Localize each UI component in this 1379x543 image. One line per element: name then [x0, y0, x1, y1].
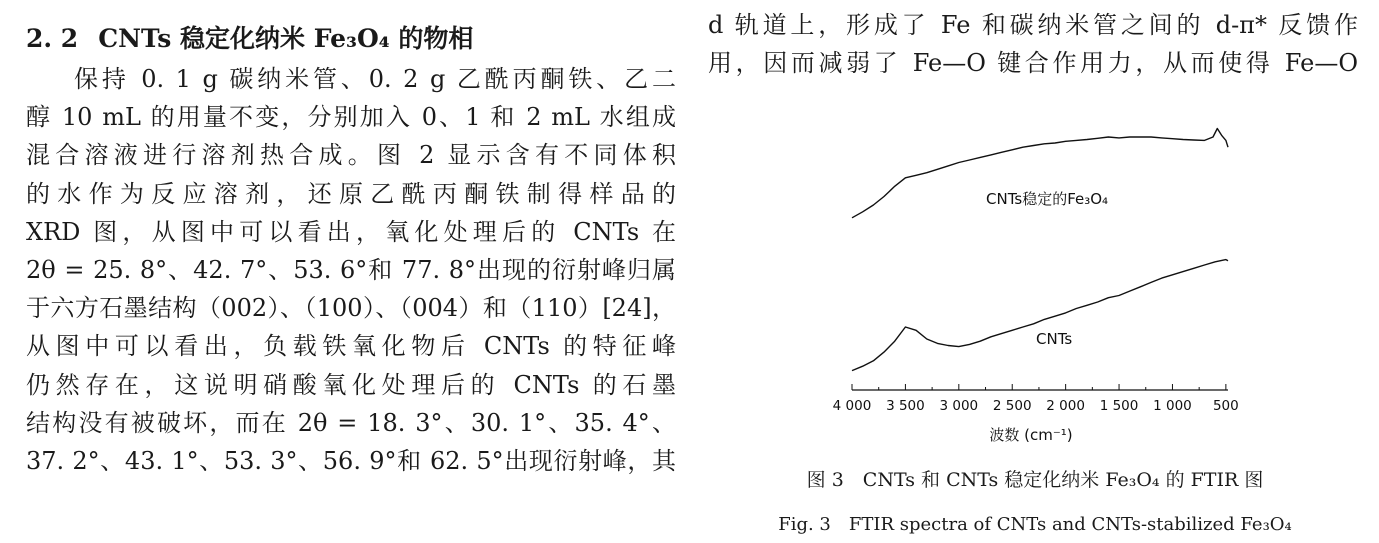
x-tick-label: 3 500 [886, 398, 925, 414]
x-tick-label: 2 500 [992, 398, 1032, 414]
paragraph-line: 保持 0. 1 g 碳纳米管、0. 2 g 乙酰丙酮铁、乙二 [74, 65, 676, 93]
series-label-cnts: CNTs [1036, 330, 1073, 348]
section-heading [26, 20, 676, 58]
section-title: CNTs 稳定化纳米 Fe₃O₄ 的物相 [98, 24, 474, 53]
paragraph-line: 的水作为反应溶剂，还原乙酰丙酮铁制得样品的 [26, 179, 676, 208]
x-axis-title: 波数 (cm⁻¹) [989, 426, 1073, 444]
paragraph-line: 于六方石墨结构（002）、（100）、（004）和（110）[24]， [26, 294, 676, 323]
x-tick-label: 3 000 [939, 398, 979, 414]
paragraph-line: 用，因而减弱了 Fe—O 键合作用力，从而使得 Fe—O [708, 49, 1358, 78]
paragraph-line: XRD 图，从图中可以看出，氧化处理后的 CNTs 在 [26, 217, 676, 246]
figure-caption-en: Fig. 3 FTIR spectra of CNTs and CNTs-stabilized Fe₃O₄ [778, 514, 1292, 535]
paragraph-line: 醇 10 mL 的用量不变，分别加入 0、1 和 2 mL 水组成 [26, 103, 676, 132]
x-tick-label: 4 000 [832, 398, 872, 414]
section-number: 2. 2 [26, 24, 79, 53]
x-tick-label: 1 500 [1099, 398, 1139, 414]
paragraph-line: 混合溶液进行溶剂热合成。图 2 显示含有不同体积 [26, 141, 676, 170]
ftir-figure [820, 96, 1240, 456]
paragraph-line: d 轨道上，形成了 Fe 和碳纳米管之间的 d-π* 反馈作 [708, 11, 1358, 39]
series-line-1 [852, 260, 1228, 371]
right-paragraph [708, 6, 1358, 82]
paragraph-line: 结构没有被破坏，而在 2θ = 18. 3°、30. 1°、35. 4°、 [26, 408, 676, 437]
x-tick-label: 1 000 [1153, 398, 1192, 414]
x-tick-label: 2 000 [1046, 398, 1085, 414]
left-column [26, 20, 676, 480]
series-label-fe3o4: CNTs稳定的Fe₃O₄ [986, 190, 1109, 208]
paragraph-line: 仍然存在，这说明硝酸氧化处理后的 CNTs 的石墨 [26, 370, 676, 399]
x-tick-label: 500 [1212, 398, 1239, 414]
paragraph-line: 2θ = 25. 8°、42. 7°、53. 6°和 77. 8°出现的衍射峰归属 [26, 256, 676, 285]
right-column [708, 6, 1358, 82]
paragraph-line: 从图中可以看出，负载铁氧化物后 CNTs 的特征峰 [26, 332, 676, 361]
paragraph-line: 37. 2°、43. 1°、53. 3°、56. 9°和 62. 5°出现衍射峰，其 [26, 447, 676, 476]
figure-caption-zh: 图 3 CNTs 和 CNTs 稳定化纳米 Fe₃O₄ 的 FTIR 图 [806, 469, 1264, 491]
left-paragraph [26, 60, 676, 480]
